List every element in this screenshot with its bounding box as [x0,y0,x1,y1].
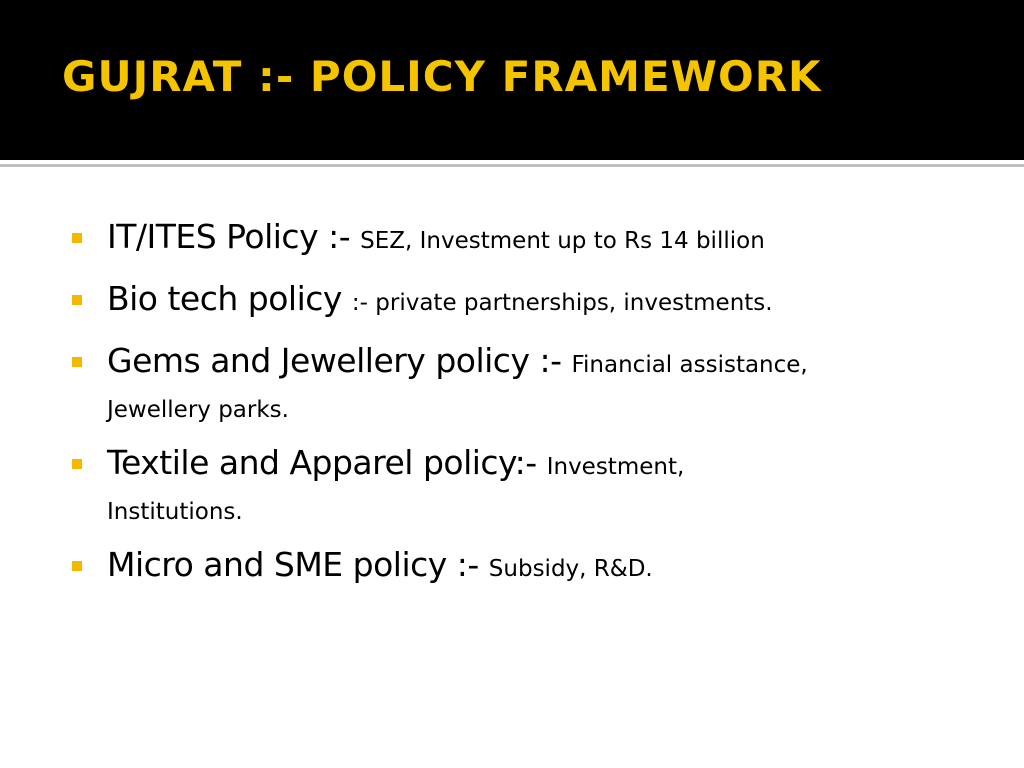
bullet-item [72,542,972,594]
bullet-continuation-text: Jewellery parks. [107,397,289,423]
bullet-main-text: Bio tech policy [107,279,352,318]
bullet-main-text: Gems and Jewellery policy :- [107,341,572,380]
title-bar [0,0,1024,160]
bullet-item [72,276,972,328]
square-bullet-icon [72,357,82,367]
bullet-continuation-text: Institutions. [107,499,243,525]
title-divider-shadow [0,164,1024,167]
bullet-detail-text: Investment, [546,454,685,480]
bullet-detail-text: :- private partnerships, investments. [351,290,773,316]
square-bullet-icon [72,295,82,305]
bullet-main-text: Micro and SME policy :- [107,545,489,584]
bullet-list [72,214,972,604]
bullet-item [72,214,972,266]
bullet-detail-text: Subsidy, R&D. [488,556,653,582]
bullet-item [72,338,972,430]
slide-title: GUJRAT :- POLICY FRAMEWORK [62,52,822,101]
bullet-main-text: Textile and Apparel policy:- [107,443,547,482]
bullet-detail-text: Financial assistance, [571,352,808,378]
bullet-main-text: IT/ITES Policy :- [107,217,361,256]
bullet-detail-text: SEZ, Investment up to Rs 14 billion [360,228,765,254]
square-bullet-icon [72,561,82,571]
square-bullet-icon [72,459,82,469]
square-bullet-icon [72,233,82,243]
bullet-item [72,440,972,532]
